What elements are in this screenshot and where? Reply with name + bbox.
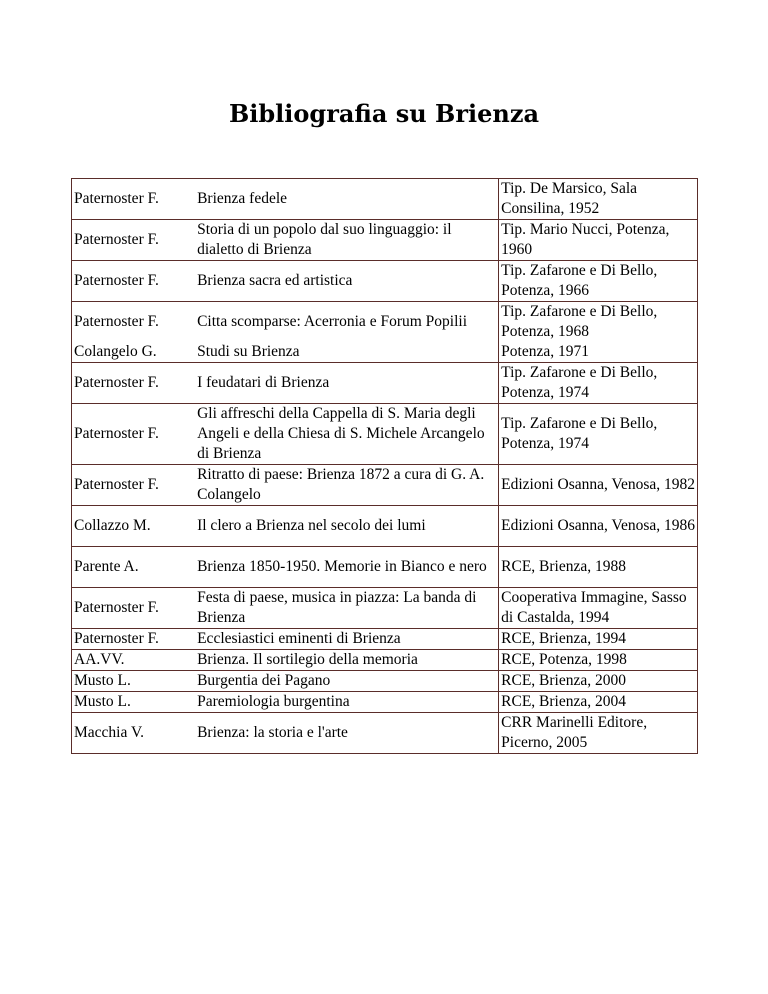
- publisher-cell: RCE, Brienza, 1994: [499, 629, 698, 650]
- title-cell: Il clero a Brienza nel secolo dei lumi: [195, 506, 499, 547]
- publisher-cell: RCE, Brienza, 2004: [499, 692, 698, 713]
- title-cell: Ecclesiastici eminenti di Brienza: [195, 629, 499, 650]
- title-cell: I feudatari di Brienza: [195, 363, 499, 404]
- publisher-cell: CRR Marinelli Editore, Picerno, 2005: [499, 713, 698, 754]
- author-cell: Paternoster F.: [72, 220, 196, 261]
- title-cell: Brienza: la storia e l'arte: [195, 713, 499, 754]
- author-cell: Paternoster F.: [72, 588, 196, 629]
- author-cell: Collazzo M.: [72, 506, 196, 547]
- table-row: [72, 506, 698, 547]
- table-row: [72, 650, 698, 671]
- table-row: [72, 547, 698, 588]
- publisher-cell: Tip. Zafarone e Di Bello, Potenza, 1974: [499, 404, 698, 465]
- title-cell: Brienza 1850-1950. Memorie in Bianco e nero: [195, 547, 499, 588]
- title-cell: Studi su Brienza: [195, 342, 499, 363]
- author-cell: Paternoster F.: [72, 465, 196, 506]
- title-cell: Brienza fedele: [195, 179, 499, 220]
- author-cell: AA.VV.: [72, 650, 196, 671]
- table-row: [72, 671, 698, 692]
- table-row: [72, 220, 698, 261]
- publisher-cell: Tip. Zafarone e Di Bello, Potenza, 1968: [499, 302, 698, 343]
- publisher-cell: RCE, Brienza, 2000: [499, 671, 698, 692]
- publisher-cell: RCE, Brienza, 1988: [499, 547, 698, 588]
- author-cell: Paternoster F.: [72, 179, 196, 220]
- table-row: [72, 404, 698, 465]
- author-cell: Paternoster F.: [72, 404, 196, 465]
- table-row: [72, 302, 698, 343]
- publisher-cell: Tip. De Marsico, Sala Consilina, 1952: [499, 179, 698, 220]
- publisher-cell: RCE, Potenza, 1998: [499, 650, 698, 671]
- author-cell: Colangelo G.: [72, 342, 196, 363]
- table-row: [72, 465, 698, 506]
- title-cell: Brienza. Il sortilegio della memoria: [195, 650, 499, 671]
- page-title: Bibliografia su Brienza: [228, 99, 540, 128]
- title-cell: Gli affreschi della Cappella di S. Maria degli Angeli e della Chiesa di S. Michele Arcangelo di Brienza: [195, 404, 499, 465]
- table-row: [72, 342, 698, 363]
- table-row: [72, 629, 698, 650]
- table-row: [72, 261, 698, 302]
- author-cell: Macchia V.: [72, 713, 196, 754]
- title-cell: Ritratto di paese: Brienza 1872 a cura di G. A. Colangelo: [195, 465, 499, 506]
- title-cell: Citta scomparse: Acerronia e Forum Popilii: [195, 302, 499, 343]
- author-cell: Paternoster F.: [72, 302, 196, 343]
- table-row: [72, 179, 698, 220]
- author-cell: Musto L.: [72, 671, 196, 692]
- publisher-cell: Tip. Zafarone e Di Bello, Potenza, 1974: [499, 363, 698, 404]
- publisher-cell: Edizioni Osanna, Venosa, 1982: [499, 465, 698, 506]
- title-cell: Festa di paese, musica in piazza: La banda di Brienza: [195, 588, 499, 629]
- publisher-cell: Cooperativa Immagine, Sasso di Castalda, 1994: [499, 588, 698, 629]
- bibliography-table: [71, 178, 698, 754]
- author-cell: Parente A.: [72, 547, 196, 588]
- publisher-cell: Tip. Zafarone e Di Bello, Potenza, 1966: [499, 261, 698, 302]
- author-cell: Paternoster F.: [72, 629, 196, 650]
- title-cell: Brienza sacra ed artistica: [195, 261, 499, 302]
- author-cell: Paternoster F.: [72, 261, 196, 302]
- author-cell: Musto L.: [72, 692, 196, 713]
- table-row: [72, 713, 698, 754]
- publisher-cell: Potenza, 1971: [499, 342, 698, 363]
- title-cell: Paremiologia burgentina: [195, 692, 499, 713]
- author-cell: Paternoster F.: [72, 363, 196, 404]
- table-row: [72, 363, 698, 404]
- publisher-cell: Edizioni Osanna, Venosa, 1986: [499, 506, 698, 547]
- publisher-cell: Tip. Mario Nucci, Potenza, 1960: [499, 220, 698, 261]
- title-cell: Burgentia dei Pagano: [195, 671, 499, 692]
- title-cell: Storia di un popolo dal suo linguaggio: il dialetto di Brienza: [195, 220, 499, 261]
- table-row: [72, 692, 698, 713]
- table-row: [72, 588, 698, 629]
